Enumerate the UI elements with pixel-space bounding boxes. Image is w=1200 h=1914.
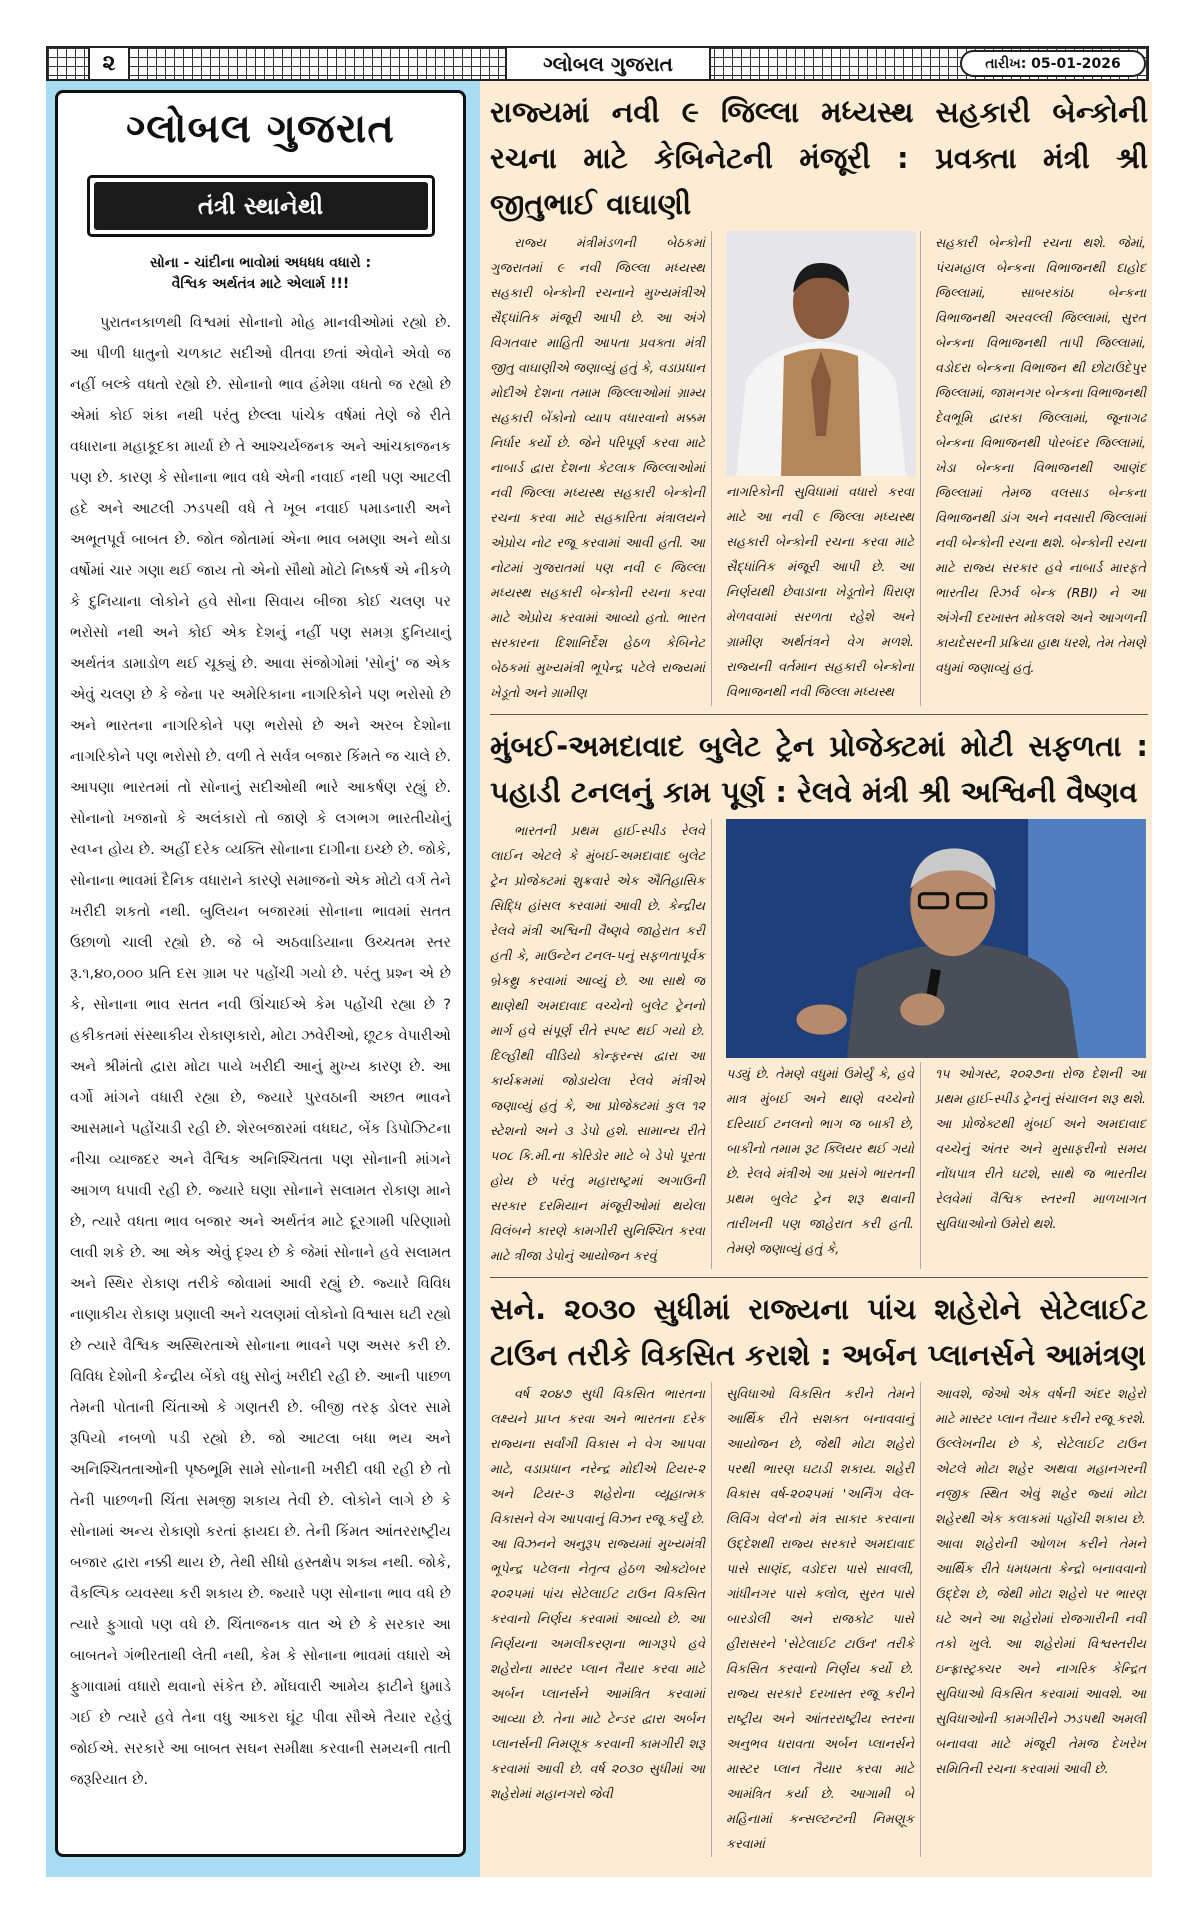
article-column: પડ્યું છે. તેમણે વધુમાં ઉમેર્યું કે, હવે માત્ર મુંબઈ અને થાણે વચ્ચેનો દરિયાઈ ટનલનો ભાગ જ બાકી છે, બાકીનો તમામ રૂટ ક્લિયર થઈ ગયો છે. રેલવે મંત્રીએ આ પ્રસંગે ભારતની પ્રથમ બુલેટ ટ્રેન શરૂ થવાની તારીખની પણ જાહેરાત કરી હતી. તેમણે જણાવ્યું હતું કે, [726,1062,921,1269]
article-column: નાગરિકોની સુવિધામાં વધારો કરવા માટે આ નવી ૯ જિલ્લા મધ્યસ્થ સહકારી બેન્કોની રચના કરવા માટે સૈદ્ધાંતિક મંજૂરી આપી છે. આ નિર્ણયથી છેવાડાના ખેડૂતોને ધિરાણ મેળવવામાં સરળતા રહેશે અને ગ્રામીણ અર્થતંત્રને વેગ મળશે. રાજ્યની વર્તમાન સહકારી બેન્કોના વિભાજનથી નવી જિલ્લા મધ્યસ્થ [726,485,914,700]
editorial-panel [46,81,480,1877]
article-column: રાજ્ય મંત્રીમંડળની બેઠકમાં ગુજરાતમાં ૯ નવી જિલ્લા મધ્યસ્થ સહકારી બેન્કોની રચનાને મુખ્યમંત્રીએ સૈદ્ધાંતિક મંજૂરી આપી છે. આ અંગે વિગતવાર માહિતી આપતા પ્રવક્તા મંત્રી જીતુ વાઘાણીએ જણાવ્યું હતું કે, વડાપ્રધાન મોદીએ દેશના તમામ જિલ્લાઓમાં ગ્રામ્ય સહકારી બેંકોનો વ્યાપ વધારવાનો મક્કમ નિર્ધાર કર્યો છે. જેને પરિપૂર્ણ કરવા માટે નાબાર્ડ દ્વારા દેશના કેટલાક જિલ્લાઓમાં નવી જિલ્લા મધ્યસ્થ સહકારી બેન્કોની રચના કરવા માટે સહકારિતા મંત્રાલયને એપ્રોચ નોટ રજૂ કરવામાં આવી હતી. આ નોટમાં ગુજરાતમાં પણ નવી ૯ જિલ્લા મધ્યસ્થ સહકારી બેન્કોની રચના કરવા માટે એપ્રોચ કરવામાં આવ્યો હતો. ભારત સરકારના દિશાનિર્દેશ હેઠળ કેબિનેટ બેઠકમાં મુખ્યમંત્રી ભૂપેન્દ્ર પટેલે રાજ્યમાં ખેડૂતો અને ગ્રામીણ [490,231,712,706]
article-column: સુવિધાઓ વિકસિત કરીને તેમને આર્થિક રીતે સશક્ત બનાવવાનું આયોજન છે, જેથી મોટા શહેરો પરથી ભારણ ઘટાડી શકાય. શહેરી વિકાસ વર્ષ-૨૦૨૫માં 'અર્નિંગ વેલ-લિવિંગ વેલ'નો મંત્ર સાકાર કરવાના ઉદ્દેશથી રાજ્ય સરકારે અમદાવાદ પાસે સાણંદ, વડોદરા પાસે સાવલી, ગાંધીનગર પાસે કલોલ, સુરત પાસે બારડોલી અને રાજકોટ પાસે હીરાસરને 'સેટેલાઈટ ટાઉન' તરીકે વિકસિત કરવાનો નિર્ણય કર્યો છે. રાજ્ય સરકારે દરખાસ્ત રજૂ કરીને રાષ્ટ્રીય અને આંતરરાષ્ટ્રીય સ્તરના અનુભવ ધરાવતા અર્બન પ્લાનર્સને માસ્ટર પ્લાન તૈયાર કરવા માટે આમંત્રિત કર્યા છે. આગામી બે મહિનામાં કન્સલ્ટન્ટની નિમણૂક કરવામાં [726,1382,921,1857]
article-column-with-photo [726,231,921,706]
issue-date: તારીખ: 05-01-2026 [960,50,1146,77]
article-columns [490,1382,1148,1857]
minister-portrait-photo [726,231,916,476]
article-columns [490,231,1148,706]
news-panel [480,81,1152,1877]
article-headline: મુંબઈ-અમદાવાદ બુલેટ ટ્રેન પ્રોજેક્ટમાં મોટી સફળતા : પહાડી ટનલનું કામ પૂર્ણ : રેલવે મંત્રી શ્રી અશ્વિની વૈષ્ણવ [490,729,1148,809]
article-bullet-train [490,714,1148,1277]
page-body [46,81,1152,1877]
editorial-headline-line: સોના - ચાંદીના ભાવોમાં અધધધ વધારો : [149,255,372,271]
editorial-headline [67,253,454,295]
article-columns [490,819,1148,1269]
article-cooperative-banks [490,89,1148,714]
editorial-body: પુરાતનકાળથી વિશ્વમાં સોનાનો મોહ માનવીઓમાં રહ્યો છે. આ પીળી ધાતુનો ચળકાટ સદીઓ વીતવા છતાં એવોને એવો જ નહીં બલ્કે વધતો રહ્યો છે. સોનાનો ભાવ હંમેશા વધતો જ રહ્યો છે એમાં કોઈ શંકા નથી પરંતુ છેલ્લા પાંચેક વર્ષમાં તેણે જે રીતે વધારાના મહાકૂદકા માર્યા છે તે આશ્ચર્યજનક અને આંચકાજનક પણ છે. કારણ કે સોનાના ભાવ વધે એની નવાઈ નથી પણ આટલી હદે અને આટલી ઝડપથી વધે તે ખૂબ નવાઈ પમાડનારી અને અભૂતપૂર્વ બાબત છે. જોત જોતામાં એના ભાવ બમણા અને થોડા વર્ષોમાં ચાર ગણા થઈ જાય તો એનો સૌથો મોટો નિષ્કર્ષ એ નીકળે કે દુનિયાના લોકોને હવે સોના સિવાય બીજા કોઈ ચલણ પર ભરોસો નથી અને કોઈ એક દેશનું નહીં પણ સમગ્ર દુનિયાનું અર્થતંત્ર ડામાડોળ થઈ ચૂક્યું છે. આવા સંજોગોમાં 'સોનું' જ એક એવું ચલણ છે કે જેના પર અમેરિકાના નાગરિકોને પણ ભરોસો છે અને ભારતના નાગરિકોને પણ ભરોસો છે અને અરબ દેશોના નાગરિકોને પણ ભરોસો છે. વળી તે સર્વત્ર બજાર કિંમતે જ ચાલે છે. આપણા ભારતમાં તો સોનાનું સદીઓથી ભારે આકર્ષણ રહ્યું છે. સોનાનો ખજાનો કે અલંકારો તો જાણે કે લગભગ ભારતીયોનું સ્વપ્ન હોય છે. અહીં દરેક વ્યક્તિ સોનાના દાગીના ઇચ્છે છે. જોકે, સોનાના ભાવમાં દૈનિક વધારાને કારણે સમાજનો એક મોટો વર્ગ તેને ખરીદી શકતો નથી. બુલિયન બજારમાં સોનાના ભાવમાં સતત ઉછાળો ચાલી રહ્યો છે. જે બે અઠવાડિયાના ઉચ્ચતમ સ્તર રૂ.૧,૪૦,૦૦૦ પ્રતિ દસ ગ્રામ પર પહોંચી ગયો છે. પરંતુ પ્રશ્ન એ છે કે, સોનાના ભાવ સતત નવી ઊંચાઈએ કેમ પહોંચી રહ્યા છે ? હકીકતમાં સંસ્થાકીય રોકાણકારો, મોટા ઝવેરીઓ, છૂટક વેપારીઓ અને શ્રીમંતો દ્વારા મોટા પાયે ખરીદી આનું મુખ્ય કારણ છે. આ વર્ગો માંગને વધારી રહ્યા છે, જ્યારે પુરવઠાની અછત ભાવને આસમાને પહોંચાડી રહી છે. શેરબજારમાં વધઘટ, બેંક ડિપોઝિટના નીચા વ્યાજદર અને વૈશ્વિક અનિશ્ચિતતા પણ સોનાની માંગને આગળ ધપાવી રહી છે. જ્યારે ઘણા સોનાને સલામત રોકાણ માને છે, ત્યારે વધતા ભાવ બજાર અને અર્થતંત્ર માટે દૂરગામી પરિણામો લાવી શકે છે. આ એક એવું દૃશ્ય છે કે જેમાં સોનાને હવે સલામત અને સ્થિર રોકાણ તરીકે જોવામાં આવી રહ્યું છે. જ્યારે વિવિધ નાણાકીય રોકાણ પ્રણાલી અને ચલણમાં લોકોનો વિશ્વાસ ઘટી રહ્યો છે ત્યારે વૈશ્વિક અસ્થિરતાએ સોનાના ભાવને પણ અસર કરી છે. વિવિધ દેશોની કેન્દ્રીય બેંકો વધુ સોનું ખરીદી રહી છે. આની પાછળ તેમની પોતાની ચિંતાઓ કે ગણતરી છે. બીજી તરફ ડોલર સામે રૂપિયો નબળો પડી રહ્યો છે. જો આટલા બધા ભય અને અનિશ્ચિતતાઓની પૃષ્ઠભૂમિ સામે સોનાની ખરીદી વધી રહી છે તો તેની પાછળની ચિંતા સમજી શકાય તેવી છે. લોકોને લાગે છે કે સોનામાં અન્ય રોકાણો કરતાં ફાયદા છે. તેની કિંમત આંતરરાષ્ટ્રીય બજાર દ્વારા નક્કી થાય છે, તેથી સીધો હસ્તક્ષેપ શક્ય નથી. જોકે, વૈકલ્પિક વ્યવસ્થા કરી શકાય છે. જ્યારે પણ સોનાના ભાવ વધે છે ત્યારે ફુગાવો પણ વધે છે. ચિંતાજનક વાત એ છે કે સરકાર આ બાબતને ગંભીરતાથી લેતી નથી, કેમ કે સોનાના ભાવમાં વધારો એ ફુગાવામાં વધારો થવાનો સંકેત છે. મોંઘવારી આમેય ફાટીને ધુમાડે ગઈ છે ત્યારે હવે તેના વધુ આકરા ઘૂંટ પીવા સૌએ તૈયાર રહેવું જોઈએ. સરકારે આ બાબત સઘન સમીક્ષા કરવાની સમયની તાતી જરૂરિયાત છે. [70,314,451,1788]
article-headline: રાજ્યમાં નવી ૯ જિલ્લા મધ્યસ્થ સહકારી બેન્કોની રચના માટે કેબિનેટની મંજૂરી : પ્રવક્તા મંત્રી શ્રી જીતુભાઈ વાઘાણી [490,95,1148,221]
editorial-headline-line: વૈશ્વિક અર્થતંત્ર માટે એલાર્મ !!! [171,276,350,292]
article-column: ભારતની પ્રથમ હાઈ-સ્પીડ રેલવે લાઈન એટલે કે મુંબઈ-અમદાવાદ બુલેટ ટ્રેન પ્રોજેક્ટમાં શુક્રવારે એક ઐતિહાસિક સિદ્ધિ હાંસલ કરવામાં આવી છે. કેન્દ્રીય રેલવે મંત્રી અશ્વિની વૈષ્ણવે જાહેરાત કરી હતી કે, માઉન્ટેન ટનલ-૫નું સફળતાપૂર્વક બ્રેકથ્રુ કરવામાં આવ્યું છે. આ સાથે જ થાણેથી અમદાવાદ વચ્ચેનો બુલેટ ટ્રેનનો માર્ગ હવે સંપૂર્ણ રીતે સ્પષ્ટ થઈ ગયો છે. દિલ્હીથી વીડિયો કોન્ફરન્સ દ્વારા આ કાર્યક્રમમાં જોડાયેલા રેલવે મંત્રીએ જણાવ્યું હતું કે, આ પ્રોજેક્ટમાં કુલ ૧૨ સ્ટેશનો અને ૩ ડેપો હશે. સામાન્ય રીતે ૫૦૮ કિ.મી.ના કોરિડોર માટે બે ડેપો પૂરતા હોય છે પરંતુ મહારાષ્ટ્રમાં અગાઉની સરકાર દરમિયાન મંજૂરીઓમાં થયેલા વિલંબને કારણે કામગીરી સુનિશ્ચિત કરવા માટે ત્રીજા ડેપોનું આયોજન કરવું [490,819,712,1269]
masthead: ગ્લોબલ ગુજરાત [126,106,395,152]
article-column: સહકારી બેન્કોની રચના થશે. જેમાં, પંચમહાલ બેન્કના વિભાજનથી દાહોદ જિલ્લામાં, સાબરકાંઠા બેન્કના વિભાજનથી અરવલ્લી જિલ્લામાં, સુરત બેન્કના વિભાજનથી તાપી જિલ્લામાં, વડોદરા બેન્કના વિભાજન થી છોટાઉદેપુર જિલ્લામાં, જામનગર બેન્કના વિભાજનથી દેવભૂમિ દ્વારકા જિલ્લામાં, જૂનાગઢ બેન્કના વિભાજનથી પોરબંદર જિલ્લામાં, ખેડા બેન્કના વિભાજનથી આણંદ જિલ્લામાં તેમજ વલસાડ બેન્કના વિભાજનથી ડાંગ અને નવસારી જિલ્લામાં નવી બેન્કોની રચના થશે. બેન્કોની રચના માટે રાજ્ય સરકાર હવે નાબાર્ડ મારફતે ભારતીય રિઝર્વ બેન્ક (RBI) ને આ અંગેની દરખાસ્ત મોકલશે અને આગળની કાયદેસરની પ્રક્રિયા હાથ ધરશે, તેમ તેમણે વધુમાં જણાવ્યું હતું. [935,236,1146,676]
speaker-illustration [726,819,1146,1058]
editorial-section-label [87,175,435,237]
editorial-box [55,90,466,1857]
article-column: ૧૫ ઓગસ્ટ, ૨૦૨૭ના રોજ દેશની આ પ્રથમ હાઈ-સ્પીડ ટ્રેનનું સંચાલન શરૂ થશે. આ પ્રોજેક્ટથી મુંબઈ અને અમદાવાદ વચ્ચેનું અંતર અને મુસાફરીનો સમય નોંધપાત્ર રીતે ઘટશે, સાથે જ ભારતીય રેલવેમાં વૈશ્વિક સ્તરની માળખાગત સુવિધાઓનો ઉમેરો થશે. [935,1067,1146,1232]
page-number: ૨ [88,46,130,81]
portrait-illustration [726,231,916,476]
article-satellite-towns [490,1277,1148,1865]
railway-minister-photo [726,819,1146,1058]
article-column: વર્ષ ૨૦૪૭ સુધી વિકસિત ભારતના લક્ષ્યને પ્રાપ્ત કરવા અને ભારતના દરેક રાજ્યના સર્વાંગી વિકાસ ને વેગ આપવા માટે, વડાપ્રધાન નરેન્દ્ર મોદીએ ટિયર-૨ અને ટિયર-૩ શહેરોના વ્યૂહાત્મક વિકાસને વેગ આપવાનું વિઝન રજૂ કર્યું છે. આ વિઝનને અનુરૂપ રાજ્યમાં મુખ્યમંત્રી ભૂપેન્દ્ર પટેલના નેતૃત્વ હેઠળ ઓક્ટોબર ૨૦૨૫માં પાંચ સેટેલાઈટ ટાઉન વિકસિત કરવાનો નિર્ણય કરવામાં આવ્યો છે. આ નિર્ણયના અમલીકરણના ભાગરૂપે હવે શહેરોના માસ્ટર પ્લાન તૈયાર કરવા માટે અર્બન પ્લાનર્સને આમંત્રિત કરવામાં આવ્યા છે. તેના માટે ટેન્ડર દ્વારા અર્બન પ્લાનર્સની નિમણૂક કરવાની કામગીરી શરૂ કરવામાં આવી છે. વર્ષ ૨૦૩૦ સુધીમાં આ શહેરોમાં મહાનગરો જેવી [490,1382,712,1857]
paper-name: ગ્લોબલ ગુજરાત [505,46,711,81]
page-header-bar [46,46,1149,81]
article-headline: સને. ૨૦૩૦ સુધીમાં રાજ્યના પાંચ શહેરોને સેટેલાઈટ ટાઉન તરીકે વિકસિત કરાશે : અર્બન પ્લાનર્સને આમંત્રણ [490,1292,1148,1372]
section-label-text: તંત્રી સ્થાનેથી [94,182,428,230]
article-column: આવશે, જેઓ એક વર્ષની અંદર શહેરો માટે માસ્ટર પ્લાન તૈયાર કરીને રજૂ કરશે. ઉલ્લેખનીય છે કે, સેટેલાઈટ ટાઉન એટલે મોટા શહેર અથવા મહાનગરની નજીક સ્થિત એવું શહેર જ્યાં મોટા શહેરથી એક કલાકમાં પહોંચી શકાય છે. આવા શહેરોની ઓળખ કરીને તેમને આર્થિક રીતે ધમધમતા કેન્દ્રો બનાવવાનો ઉદ્દેશ છે, જેથી મોટા શહેરો પર ભારણ ઘટે અને આ શહેરોમાં રોજગારીની નવી તકો ખુલે. આ શહેરોમાં વિશ્વસ્તરીય ઇન્ફ્રાસ્ટ્રક્ચર અને નાગરિક કેન્દ્રિત સુવિધાઓ વિકસિત કરવામાં આવશે. આ સુવિધાઓની કામગીરીને ઝડપથી અમલી બનાવવા માટે મંજૂરી તેમજ દેખરેખ સમિતિની રચના કરવામાં આવી છે. [935,1387,1146,1777]
